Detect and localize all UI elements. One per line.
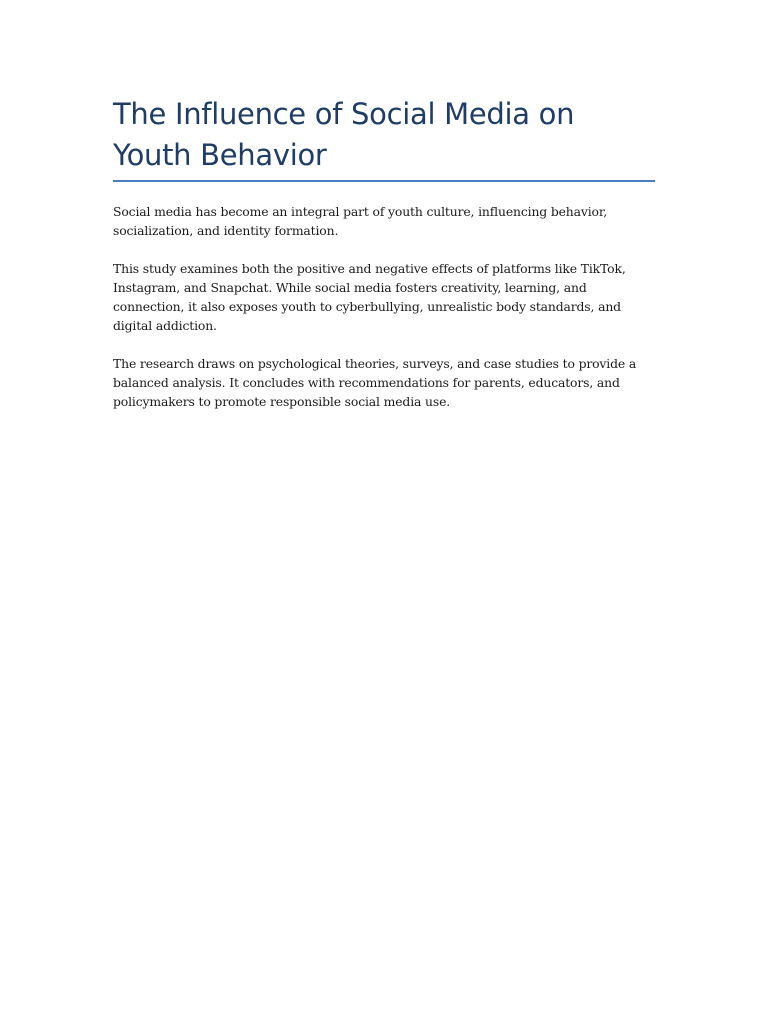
document-title: The Influence of Social Media on Youth Behavior xyxy=(113,97,575,172)
paragraph-study-scope: This study examines both the positive and negative effects of platforms like TikTok, Instagram, and Snapchat. While social media fosters creativity, learning, and connection, it also exposes youth to cyberbullying, unrealistic body standards, and digital addiction. xyxy=(113,261,626,333)
document-body xyxy=(113,94,655,430)
paragraph-intro: Social media has become an integral part of youth culture, influencing behavior, socialization, and identity formation. xyxy=(113,204,608,238)
title-underline-rule xyxy=(113,180,655,182)
paragraph-research-method: The research draws on psychological theories, surveys, and case studies to provide a balanced analysis. It concludes with recommendations for parents, educators, and policymakers to promote responsible social media use. xyxy=(113,356,637,409)
